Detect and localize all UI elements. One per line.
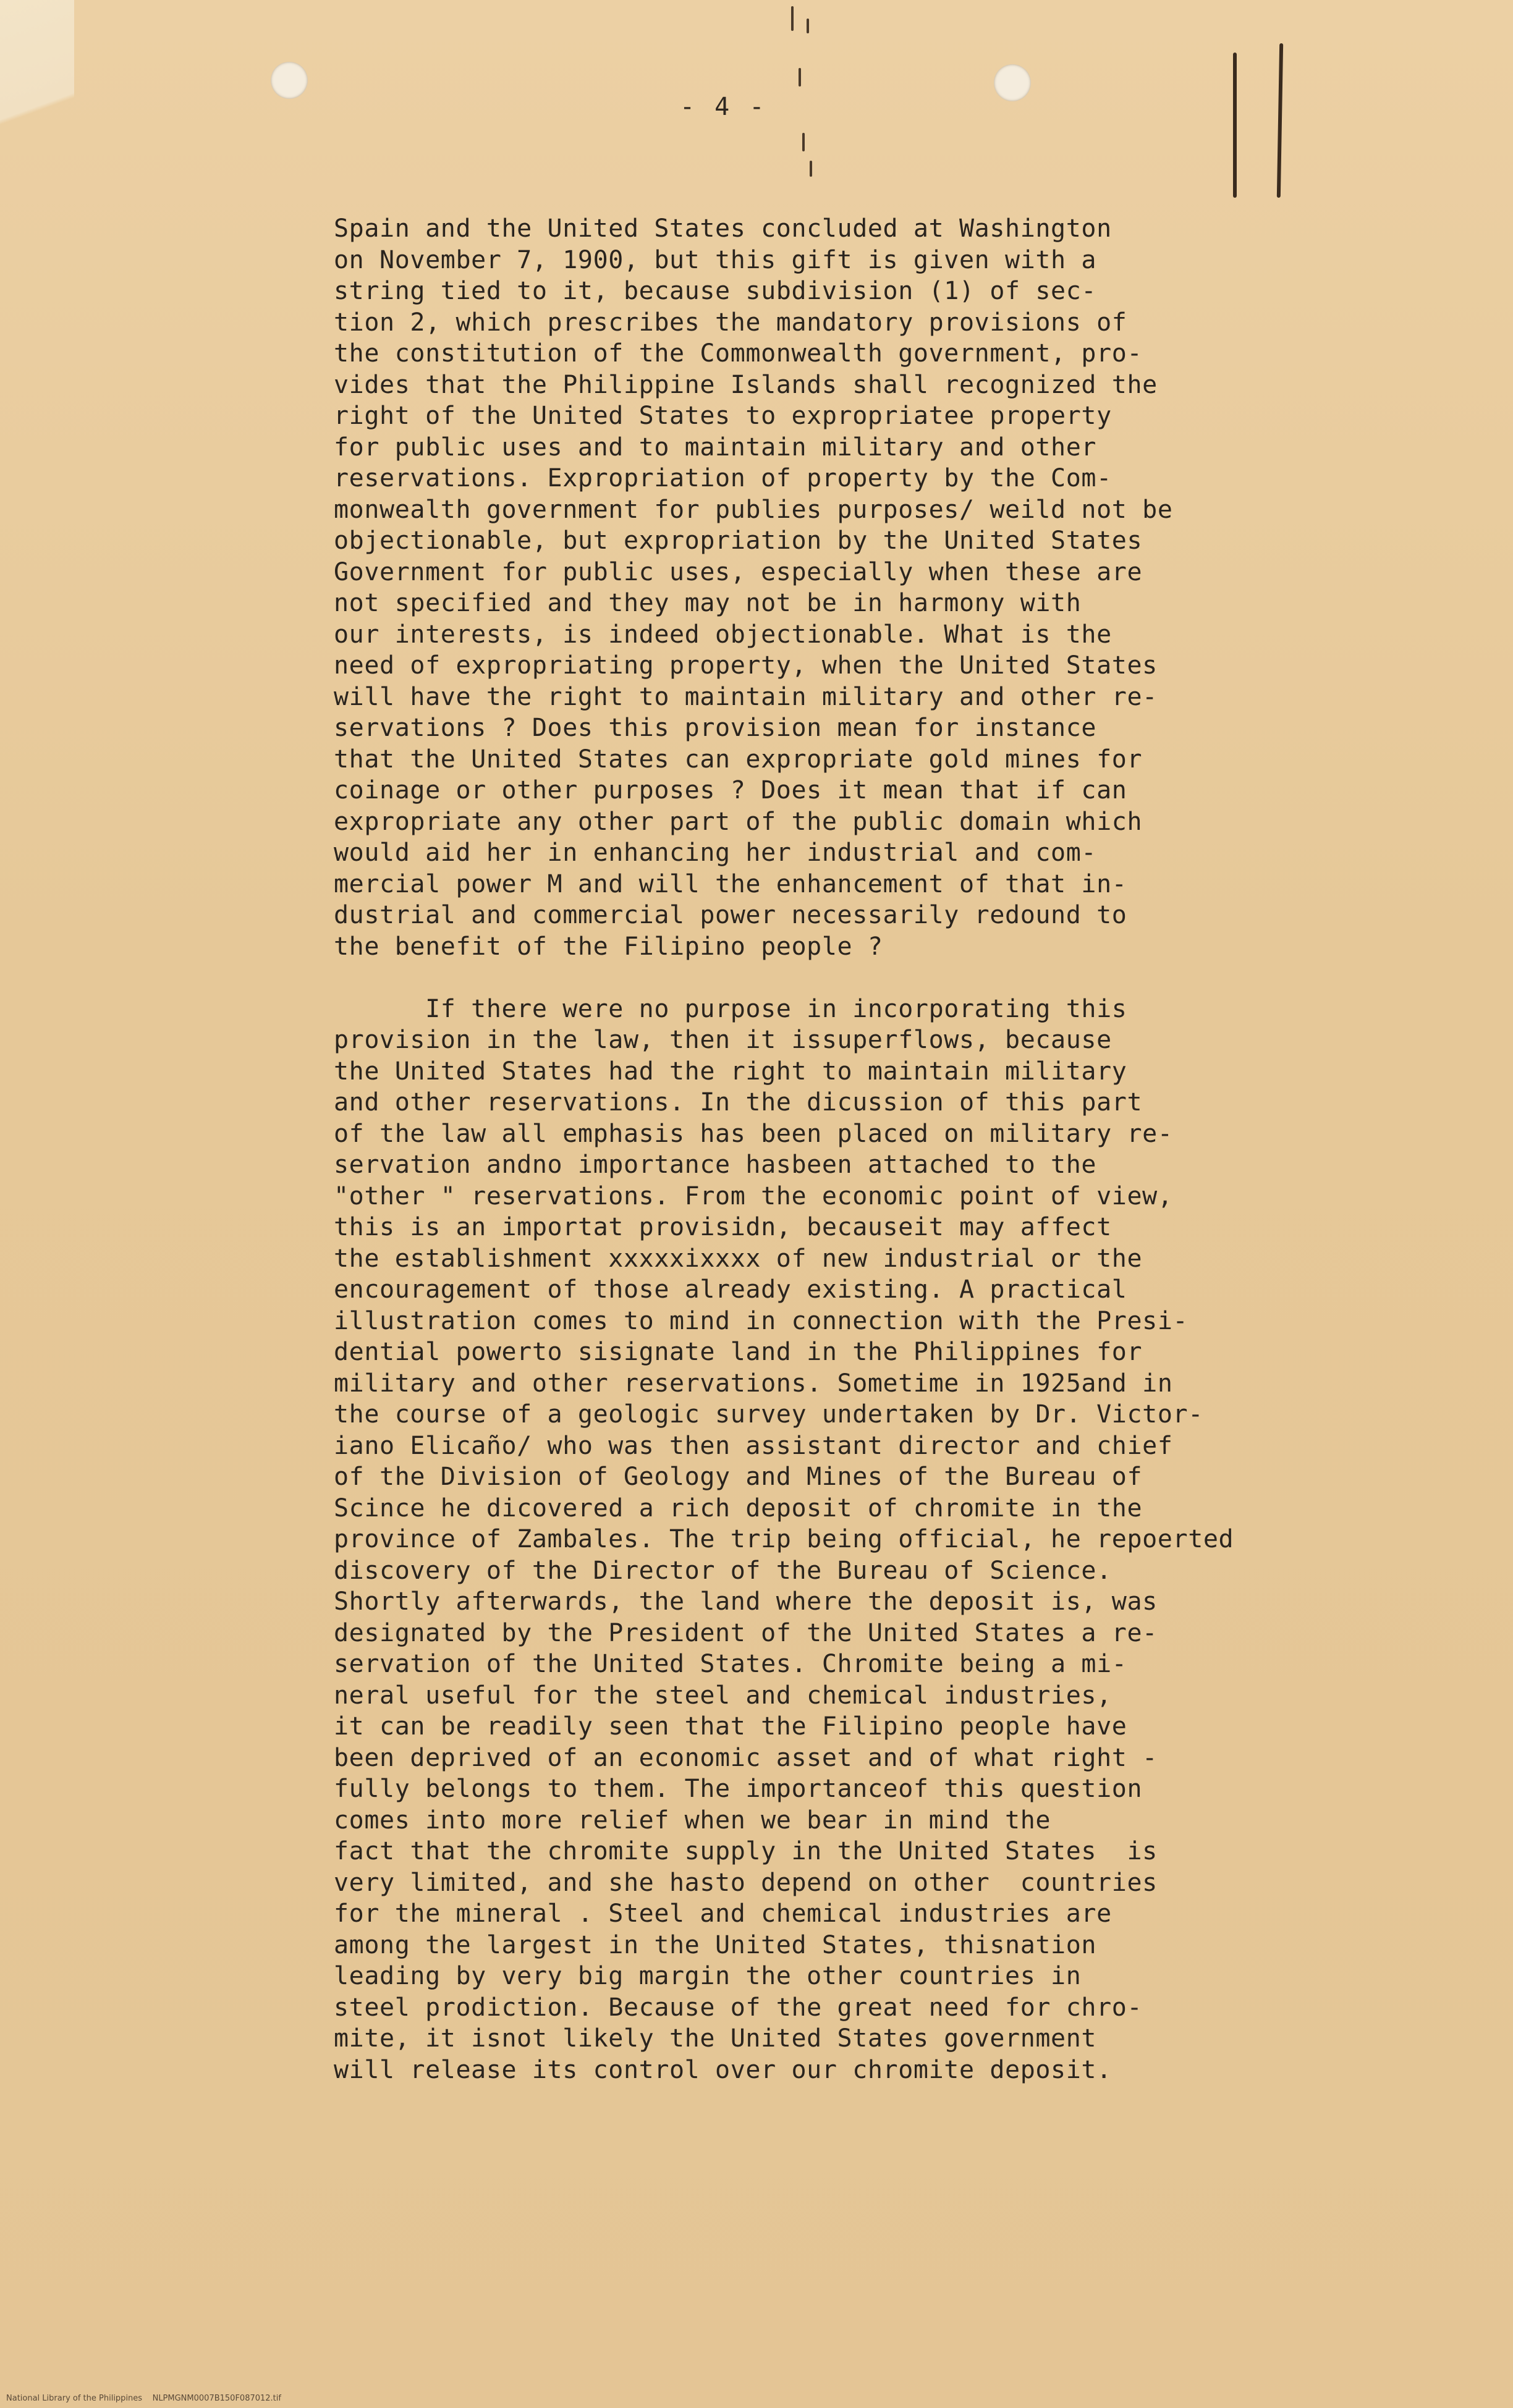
text-line: designated by the President of the United States a re- xyxy=(334,1618,1158,1647)
ink-mark xyxy=(802,133,805,151)
text-line: military and other reservations. Sometime in 1925and in xyxy=(334,1369,1173,1398)
text-line: expropriate any other part of the public domain which xyxy=(334,807,1143,836)
text-line: dustrial and commercial power necessarily redound to xyxy=(334,901,1127,929)
page-corner-fold xyxy=(0,0,74,222)
text-line: need of expropriating property, when the United States xyxy=(334,651,1158,680)
text-line: comes into more relief when we bear in mind the xyxy=(334,1806,1051,1835)
text-line: that the United States can expropriate gold mines for xyxy=(334,745,1143,774)
margin-mark-line xyxy=(1277,43,1283,198)
text-line: our interests, is indeed objectionable. What is the xyxy=(334,620,1112,649)
text-line: on November 7, 1900, but this gift is given with a xyxy=(334,245,1097,274)
text-line: fully belongs to them. The importanceof this question xyxy=(334,1775,1143,1803)
paragraph xyxy=(334,994,1483,2086)
text-line: If there were no purpose in incorporating this xyxy=(334,994,1127,1023)
text-line: provision in the law, then it issuperflows, because xyxy=(334,1026,1112,1054)
text-line: tion 2, which prescribes the mandatory provisions of xyxy=(334,308,1127,337)
text-line: Government for public uses, especially when these are xyxy=(334,557,1143,586)
text-line: monwealth government for publies purposes/ weild not be xyxy=(334,495,1173,524)
text-line: the constitution of the Commonwealth government, pro- xyxy=(334,339,1143,368)
text-line: will have the right to maintain military and other re- xyxy=(334,682,1158,711)
text-line: encouragement of those already existing. A practical xyxy=(334,1275,1127,1304)
text-line: Spain and the United States concluded at Washington xyxy=(334,214,1112,243)
document-body xyxy=(334,213,1483,2085)
text-line: servations ? Does this provision mean for instance xyxy=(334,714,1097,742)
paragraph-gap xyxy=(334,962,1483,994)
text-line: illustration comes to mind in connection with the Presi- xyxy=(334,1306,1189,1335)
text-line: been deprived of an economic asset and of what right - xyxy=(334,1743,1158,1772)
text-line: this is an importat provisidn, becauseit may affect xyxy=(334,1213,1112,1241)
text-line: objectionable, but expropriation by the United States xyxy=(334,526,1143,555)
text-line: leading by very big margin the other countries in xyxy=(334,1962,1082,1990)
text-line: right of the United States to expropriatee property xyxy=(334,402,1112,430)
text-line: for public uses and to maintain military and other xyxy=(334,433,1097,462)
text-line: for the mineral . Steel and chemical industries are xyxy=(334,1899,1112,1928)
text-line: will release its control over our chromite deposit. xyxy=(334,2055,1112,2084)
paragraph xyxy=(334,213,1483,962)
ink-mark xyxy=(807,19,809,33)
text-line: would aid her in enhancing her industrial and com- xyxy=(334,839,1097,867)
text-line: dential powerto sisignate land in the Philippines for xyxy=(334,1338,1143,1366)
ink-mark xyxy=(799,68,801,87)
text-line: the United States had the right to maintain military xyxy=(334,1057,1127,1086)
text-line: Shortly afterwards, the land where the deposit is, was xyxy=(334,1587,1158,1616)
text-line: among the largest in the United States, thisnation xyxy=(334,1930,1097,1959)
punch-hole-left xyxy=(271,62,308,99)
text-line: "other " reservations. From the economic point of view, xyxy=(334,1181,1173,1210)
text-line: servation of the United States. Chromite being a mi- xyxy=(334,1650,1127,1678)
text-line: mite, it isnot likely the United States government xyxy=(334,2024,1097,2053)
text-line: and other reservations. In the dicussion of this part xyxy=(334,1088,1143,1117)
text-line: the establishment xxxxxixxxx of new industrial or the xyxy=(334,1244,1143,1273)
text-line: it can be readily seen that the Filipino people have xyxy=(334,1712,1127,1741)
text-line: the course of a geologic survey undertaken by Dr. Victor- xyxy=(334,1400,1203,1429)
text-line: of the law all emphasis has been placed on military re- xyxy=(334,1119,1173,1148)
text-line: servation andno importance hasbeen attached to the xyxy=(334,1151,1097,1179)
text-line: very limited, and she hasto depend on other countries xyxy=(334,1868,1158,1897)
margin-mark-line xyxy=(1233,53,1237,198)
text-line: neral useful for the steel and chemical industries, xyxy=(334,1681,1112,1710)
text-line: Scince he dicovered a rich deposit of chromite in the xyxy=(334,1493,1143,1523)
text-line: coinage or other purposes ? Does it mean that if can xyxy=(334,776,1127,805)
text-line: mercial power M and will the enhancement of that in- xyxy=(334,869,1127,898)
page-number: - 4 - xyxy=(680,93,767,121)
footer-caption: National Library of the Philippines NLPMGNM0007B150F087012.tif xyxy=(6,2394,281,2403)
ink-mark xyxy=(791,6,794,31)
text-line: the benefit of the Filipino people ? xyxy=(334,932,883,961)
punch-hole-right xyxy=(994,64,1031,101)
text-line: string tied to it, because subdivision (1) of sec- xyxy=(334,277,1097,305)
text-line: steel prodiction. Because of the great need for chro- xyxy=(334,1993,1143,2022)
text-line: discovery of the Director of the Bureau of Science. xyxy=(334,1556,1112,1585)
text-line: fact that the chromite supply in the United States is xyxy=(334,1837,1158,1865)
text-line: of the Division of Geology and Mines of the Bureau of xyxy=(334,1463,1143,1491)
text-line: province of Zambales. The trip being official, he repoerted xyxy=(334,1525,1234,1553)
text-line: not specified and they may not be in harmony with xyxy=(334,589,1082,617)
ink-mark xyxy=(810,161,812,177)
text-line: vides that the Philippine Islands shall recognized the xyxy=(334,370,1158,399)
text-line: iano Elicaño/ who was then assistant director and chief xyxy=(334,1431,1173,1460)
text-line: reservations. Expropriation of property by the Com- xyxy=(334,464,1112,492)
